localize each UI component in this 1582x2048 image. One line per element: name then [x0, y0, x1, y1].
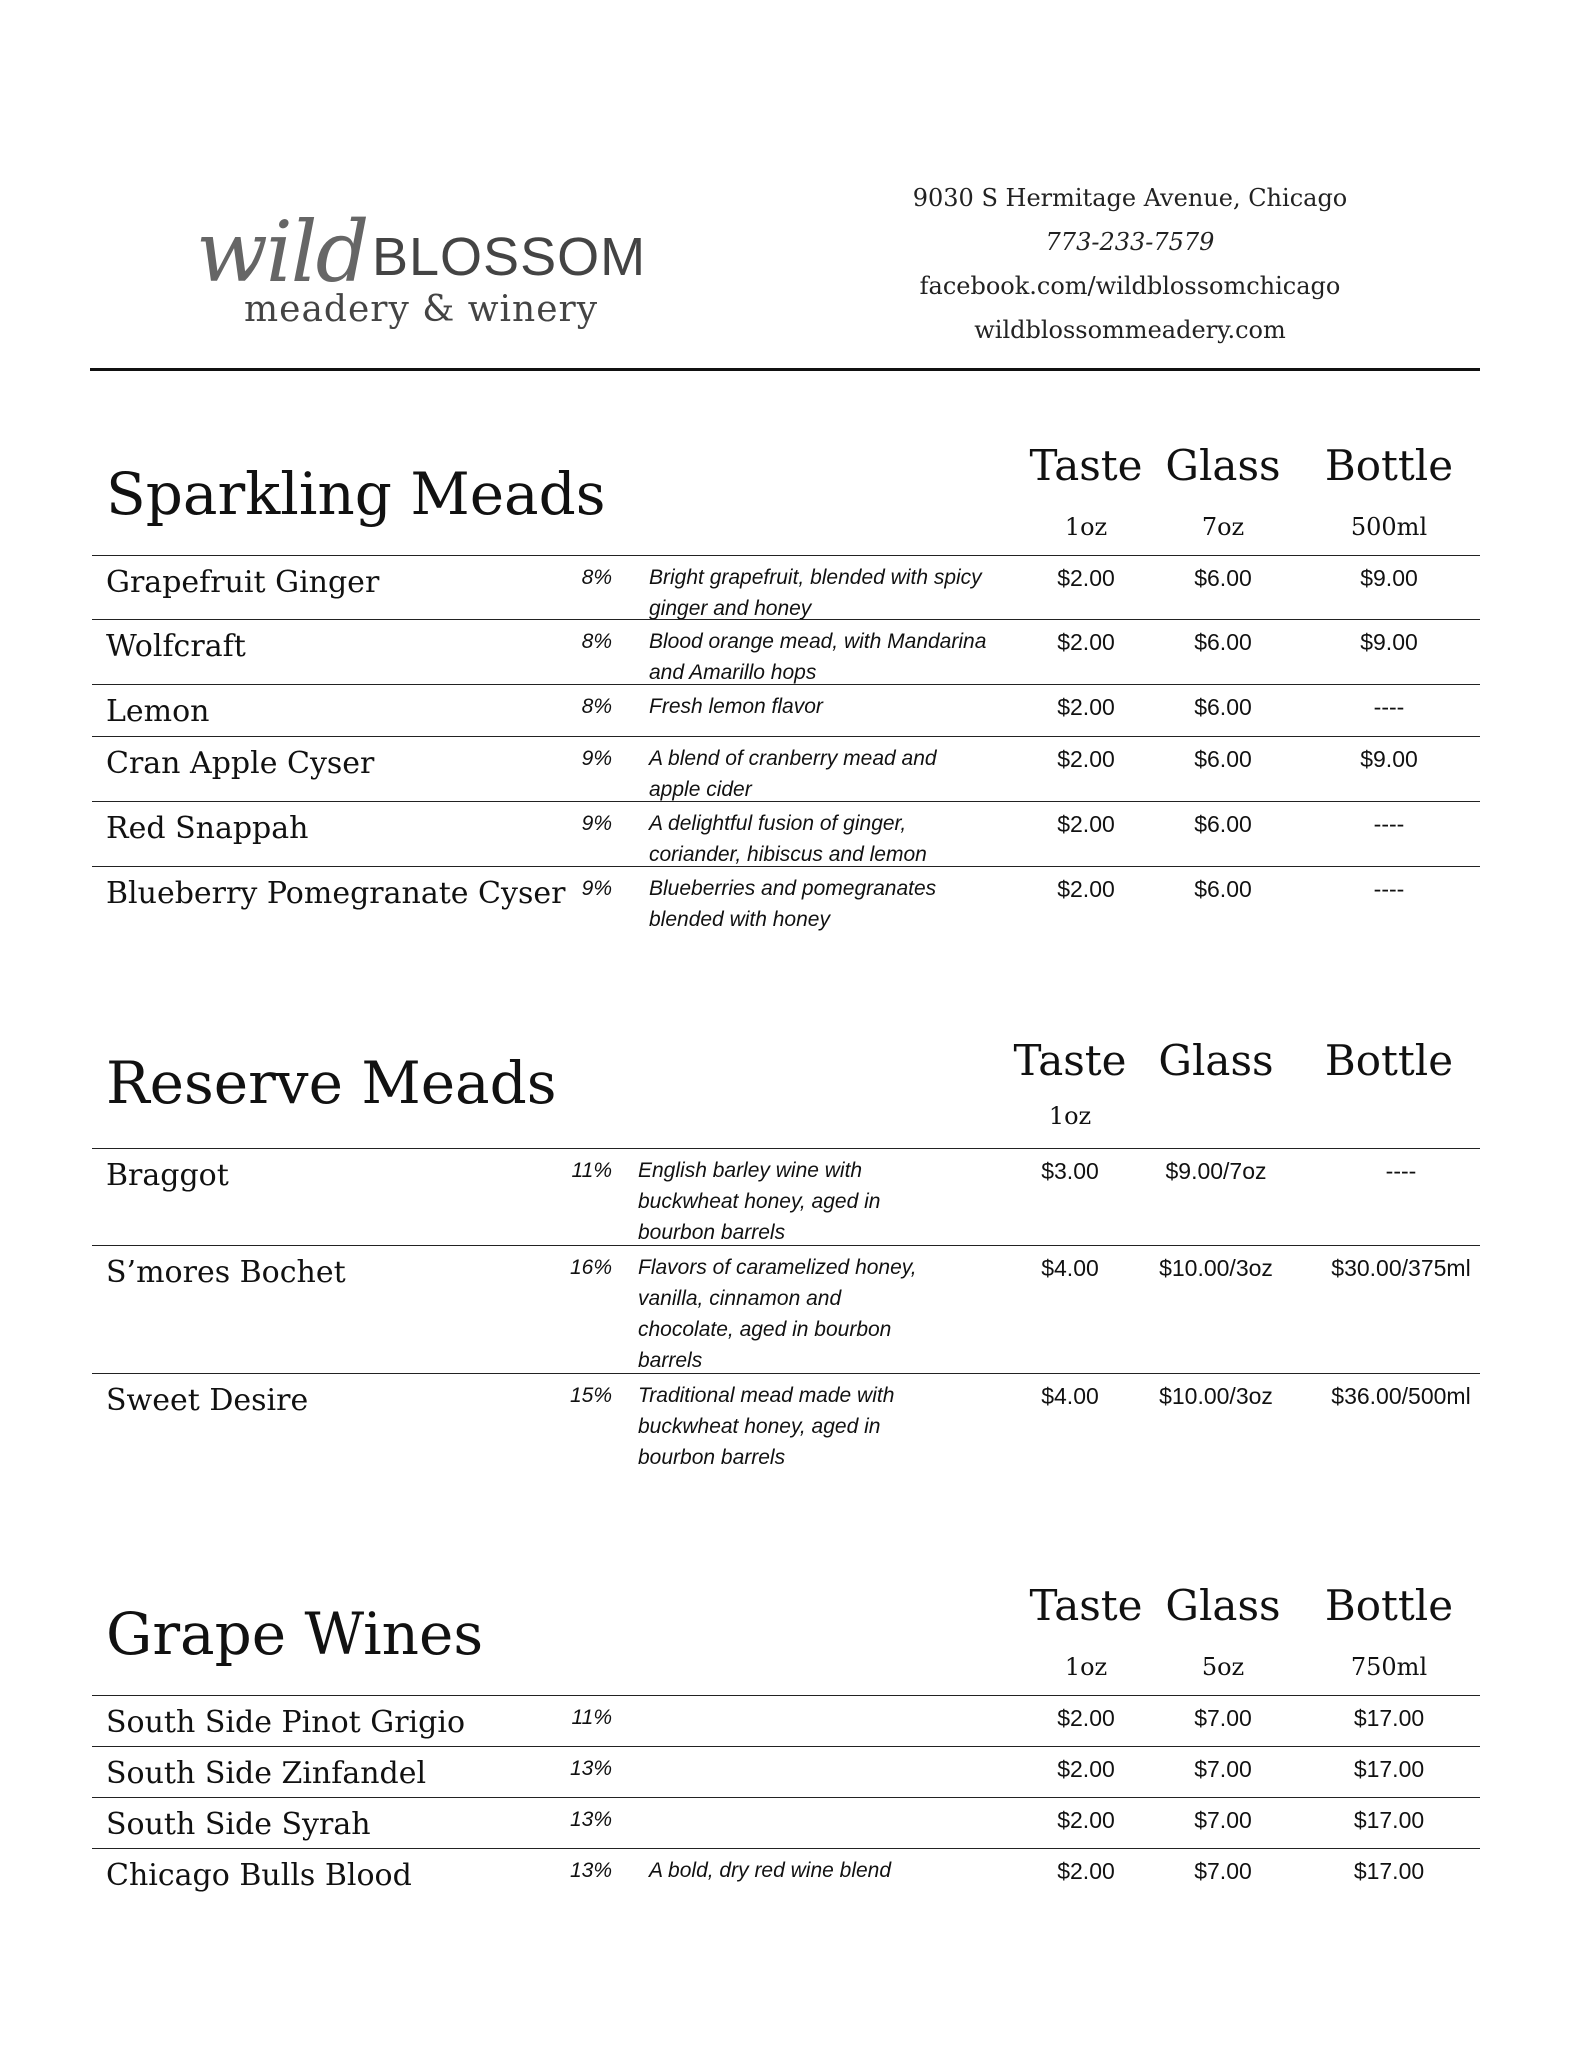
price-taste: $2.00 — [1057, 565, 1115, 591]
column-header-bottle: Bottle — [1324, 441, 1454, 490]
price-bottle: $9.00 — [1360, 565, 1418, 591]
price-taste: $4.00 — [1041, 1383, 1099, 1409]
menu-row — [92, 1848, 1480, 1905]
logo-blossom-text: BLOSSOM — [372, 227, 647, 287]
column-header-taste: Taste — [1029, 1581, 1143, 1630]
item-description: English barley wine with buckwheat honey, aged in bourbon barrels — [638, 1159, 881, 1244]
brand-logo — [196, 150, 656, 340]
contact-phone: 773-233-7579 — [1045, 228, 1215, 256]
column-header-taste: Taste — [1029, 441, 1143, 490]
item-name: Lemon — [106, 694, 210, 729]
header-divider — [90, 368, 1480, 371]
column-header-bottle: Bottle — [1324, 1581, 1454, 1630]
item-description: A delightful fusion of ginger, coriander, hibiscus and lemon — [649, 812, 927, 866]
item-abv: 8% — [581, 566, 612, 589]
price-glass: $7.00 — [1194, 1756, 1252, 1782]
column-header-glass: Glass — [1158, 1036, 1274, 1085]
price-taste: $2.00 — [1057, 1756, 1115, 1782]
item-description: Traditional mead made with buckwheat honey, aged in bourbon barrels — [638, 1384, 895, 1469]
column-header-taste: Taste — [1013, 1036, 1127, 1085]
item-description: Blueberries and pomegranates blended with honey — [649, 877, 937, 931]
contact-facebook: facebook.com/wildblossomchicago — [919, 272, 1341, 300]
menu-row — [92, 1245, 1480, 1373]
contact-address: 9030 S Hermitage Avenue, Chicago — [912, 184, 1348, 212]
price-bottle: ---- — [1373, 694, 1405, 720]
column-sub-glass-size: 7oz — [1201, 513, 1245, 541]
price-bottle: $9.00 — [1360, 629, 1418, 655]
item-name: South Side Zinfandel — [106, 1756, 427, 1791]
item-description: Bright grapefruit, blended with spicy ginger and honey — [649, 566, 982, 620]
item-abv: 15% — [569, 1384, 612, 1407]
item-abv: 9% — [581, 812, 612, 835]
price-glass: $6.00 — [1194, 811, 1252, 837]
column-sub-taste-size: 1oz — [1064, 1653, 1108, 1681]
item-description: Fresh lemon flavor — [649, 695, 823, 718]
contact-block — [880, 176, 1380, 352]
item-abv: 9% — [581, 747, 612, 770]
item-name: Chicago Bulls Blood — [106, 1858, 412, 1893]
item-name: South Side Syrah — [106, 1807, 371, 1842]
section-title: Reserve Meads — [106, 1049, 557, 1117]
price-taste: $2.00 — [1057, 746, 1115, 772]
menu-row — [92, 801, 1480, 866]
column-sub-glass-size: 5oz — [1201, 1653, 1245, 1681]
column-header-glass: Glass — [1165, 441, 1281, 490]
contact-website: wildblossommeadery.com — [974, 316, 1286, 344]
price-taste: $3.00 — [1041, 1158, 1099, 1184]
item-name: Blueberry Pomegranate Cyser — [106, 876, 566, 911]
price-glass: $10.00/3oz — [1159, 1383, 1273, 1409]
menu-row — [92, 1746, 1480, 1797]
column-sub-taste-size: 1oz — [1064, 513, 1108, 541]
price-bottle: ---- — [1373, 876, 1405, 902]
menu-row — [92, 866, 1480, 937]
item-name: Red Snappah — [106, 811, 309, 846]
price-taste: $2.00 — [1057, 1705, 1115, 1731]
section-title: Grape Wines — [106, 1600, 484, 1668]
item-name: S’mores Bochet — [106, 1255, 346, 1290]
price-taste: $2.00 — [1057, 1858, 1115, 1884]
item-description: A blend of cranberry mead and apple cider — [649, 747, 937, 801]
item-name: Sweet Desire — [106, 1383, 309, 1418]
item-abv: 8% — [581, 695, 612, 718]
item-name: Grapefruit Ginger — [106, 565, 380, 600]
price-bottle: ---- — [1385, 1158, 1417, 1184]
price-taste: $4.00 — [1041, 1255, 1099, 1281]
item-abv: 8% — [581, 630, 612, 653]
price-glass: $6.00 — [1194, 694, 1252, 720]
menu-table — [92, 555, 1480, 937]
column-sub-bottle-size: 500ml — [1350, 513, 1428, 541]
price-bottle: $17.00 — [1353, 1756, 1425, 1782]
price-glass: $6.00 — [1194, 629, 1252, 655]
price-taste: $2.00 — [1057, 1807, 1115, 1833]
price-glass: $6.00 — [1194, 565, 1252, 591]
item-abv: 11% — [571, 1159, 612, 1182]
item-abv: 13% — [569, 1859, 612, 1882]
item-abv: 16% — [569, 1256, 612, 1279]
menu-row — [92, 1695, 1480, 1746]
item-name: Wolfcraft — [106, 629, 246, 664]
price-glass: $6.00 — [1194, 746, 1252, 772]
item-abv: 11% — [571, 1706, 612, 1729]
item-abv: 13% — [569, 1808, 612, 1831]
price-bottle: $9.00 — [1360, 746, 1418, 772]
item-name: Cran Apple Cyser — [106, 746, 375, 781]
price-glass: $7.00 — [1194, 1807, 1252, 1833]
logo-wild-text: wild — [196, 203, 368, 301]
column-header-glass: Glass — [1165, 1581, 1281, 1630]
menu-row — [92, 1373, 1480, 1474]
price-bottle: $36.00/500ml — [1331, 1383, 1471, 1409]
price-glass: $7.00 — [1194, 1705, 1252, 1731]
menu-table — [92, 1695, 1480, 1905]
price-glass: $10.00/3oz — [1159, 1255, 1273, 1281]
price-bottle: $17.00 — [1353, 1807, 1425, 1833]
price-bottle: $30.00/375ml — [1331, 1255, 1471, 1281]
menu-row — [92, 1148, 1480, 1245]
item-name: South Side Pinot Grigio — [106, 1705, 466, 1740]
menu-row — [92, 555, 1480, 619]
column-sub-taste-size: 1oz — [1048, 1102, 1092, 1130]
section-title: Sparkling Meads — [106, 460, 606, 528]
item-name: Braggot — [106, 1158, 229, 1193]
menu-row — [92, 619, 1480, 684]
price-taste: $2.00 — [1057, 876, 1115, 902]
item-abv: 9% — [581, 877, 612, 900]
menu-row — [92, 684, 1480, 736]
logo-subtitle: meadery & winery — [244, 289, 599, 330]
price-taste: $2.00 — [1057, 629, 1115, 655]
price-bottle: $17.00 — [1353, 1705, 1425, 1731]
price-taste: $2.00 — [1057, 811, 1115, 837]
price-bottle: $17.00 — [1353, 1858, 1425, 1884]
price-glass: $7.00 — [1194, 1858, 1252, 1884]
price-bottle: ---- — [1373, 811, 1405, 837]
item-abv: 13% — [569, 1757, 612, 1780]
item-description: Blood orange mead, with Mandarina and Amarillo hops — [649, 630, 987, 684]
price-glass: $9.00/7oz — [1165, 1158, 1267, 1184]
menu-table — [92, 1148, 1480, 1474]
price-glass: $6.00 — [1194, 876, 1252, 902]
column-header-bottle: Bottle — [1324, 1036, 1454, 1085]
item-description: A bold, dry red wine blend — [649, 1859, 892, 1882]
item-description: Flavors of caramelized honey, vanilla, cinnamon and chocolate, aged in bourbon barrels — [638, 1256, 917, 1372]
column-sub-bottle-size: 750ml — [1350, 1653, 1428, 1681]
menu-row — [92, 1797, 1480, 1848]
menu-row — [92, 736, 1480, 801]
price-taste: $2.00 — [1057, 694, 1115, 720]
